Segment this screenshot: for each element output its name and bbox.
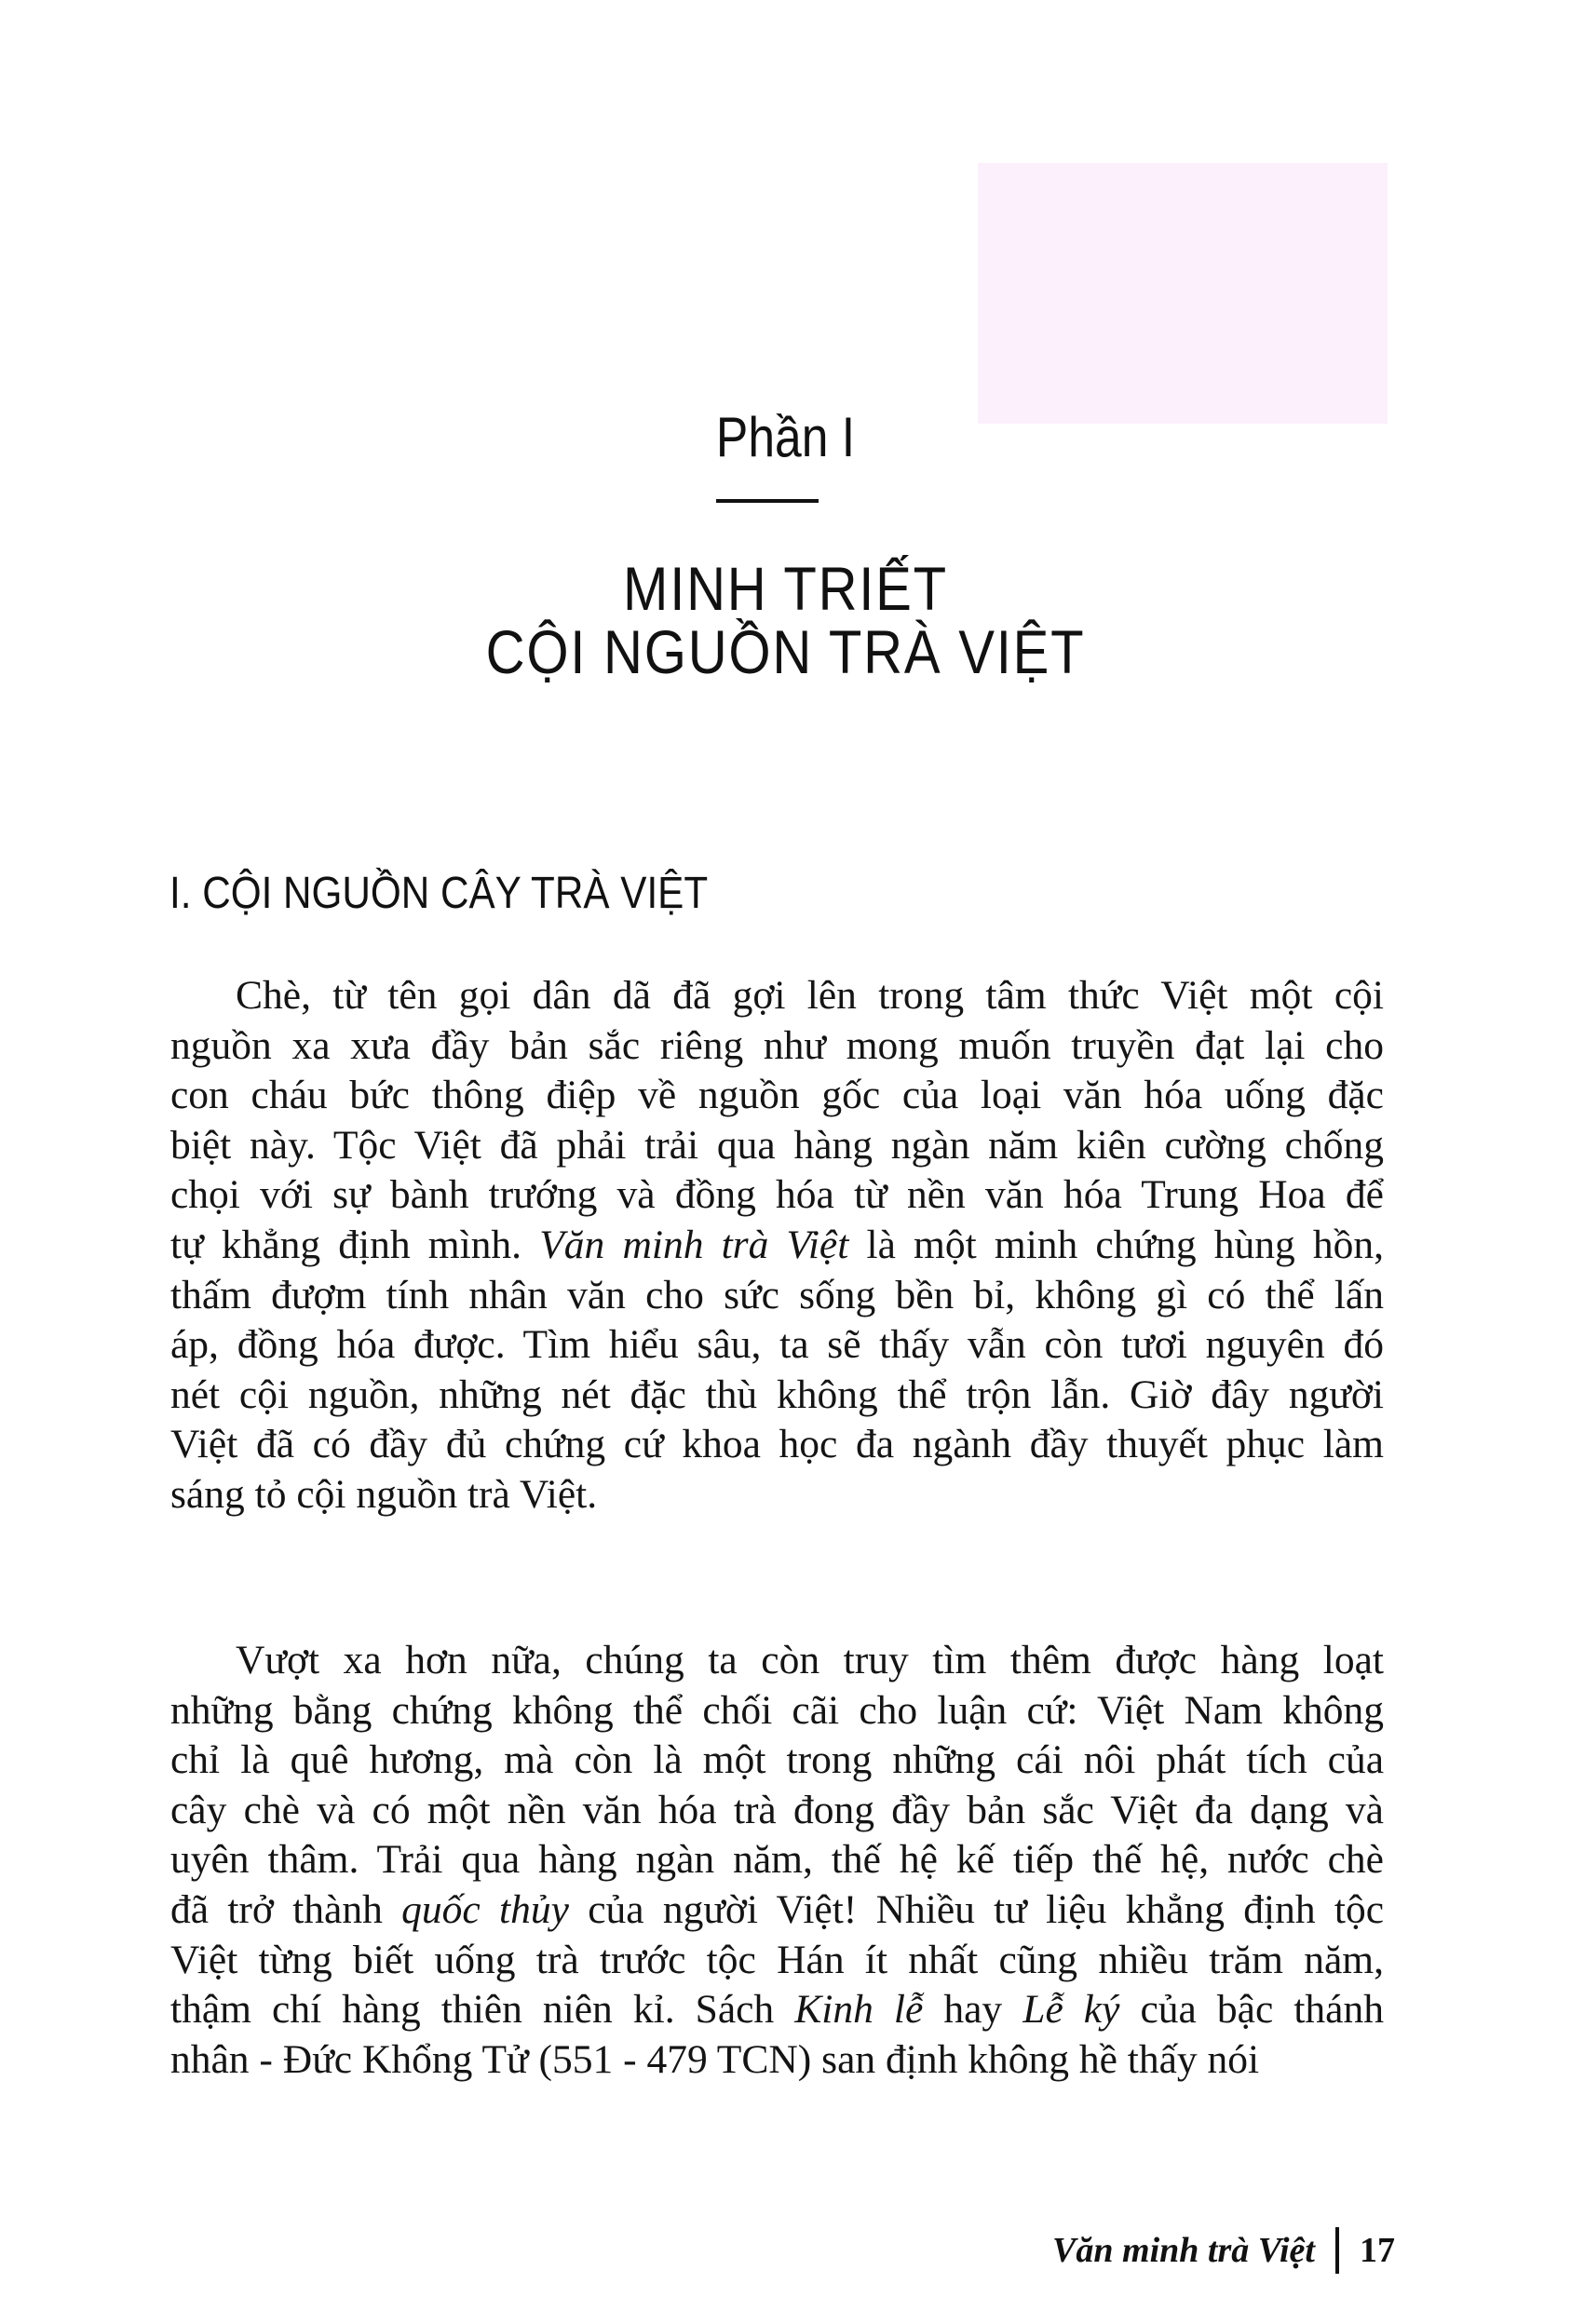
text-run: nguồn xa xưa đầy bản sắc riêng như mong muốn truyền đạt lại cho — [170, 1022, 1384, 1068]
part-title — [0, 554, 1571, 686]
text-line — [170, 2035, 1384, 2086]
italic-title: Lễ ký — [1023, 1987, 1120, 2033]
text-line — [170, 1686, 1384, 1736]
text-run: Việt từng biết uống trà trước tộc Hán ít nhất cũng nhiều trăm năm, — [170, 1937, 1384, 1982]
part-title-line-1: MINH TRIẾT — [623, 554, 948, 623]
page-number: 17 — [1360, 2231, 1395, 2270]
text-run: Việt đã có đầy đủ chứng cứ khoa học đa ngành đầy thuyết phục làm — [170, 1422, 1384, 1467]
show-through-tint — [978, 163, 1388, 424]
text-line — [170, 1320, 1384, 1371]
part-title-line-2: CỘI NGUỒN TRÀ VIỆT — [485, 617, 1086, 686]
text-run: của bậc thánh — [1119, 1987, 1384, 2033]
italic-title: quốc thủy — [401, 1886, 569, 1932]
text-line — [170, 1221, 1384, 1271]
paragraph-2 — [170, 1636, 1384, 2085]
text-line — [170, 1736, 1384, 1786]
text-run: uyên thâm. Trải qua hàng ngàn năm, thế hệ kế tiếp thế hệ, nước chè — [170, 1837, 1384, 1883]
text-run: đã trở thành — [170, 1886, 402, 1932]
text-run: nét cội nguồn, những nét đặc thù không thể trộn lẫn. Giờ đây người — [170, 1371, 1384, 1417]
text-run: của người Việt! Nhiều tư liệu khẳng định tộc — [568, 1886, 1385, 1932]
text-line — [170, 1071, 1384, 1121]
text-run: hay — [923, 1987, 1023, 2033]
text-run: Chè, từ tên gọi dân dã đã gợi lên trong tâm thức Việt một cội — [236, 973, 1384, 1018]
text-line — [170, 1470, 1384, 1520]
text-run: nhân - Đức Khổng Tử (551 - 479 TCN) san định không hề thấy nói — [170, 2036, 1260, 2082]
text-line — [170, 1170, 1384, 1221]
text-line — [170, 1420, 1384, 1470]
footer-divider — [1335, 2227, 1339, 2274]
part-label: Phần I — [715, 406, 856, 468]
text-line — [170, 1885, 1384, 1936]
text-line — [170, 1835, 1384, 1885]
running-book-title: Văn minh trà Việt — [1052, 2231, 1315, 2270]
page-footer — [1052, 2227, 1395, 2274]
italic-title: Kinh lễ — [794, 1987, 924, 2033]
text-line — [170, 1021, 1384, 1072]
text-run: Vượt xa hơn nữa, chúng ta còn truy tìm thêm được hàng loạt — [236, 1638, 1384, 1682]
text-run: những bằng chứng không thể chối cãi cho luận cứ: Việt Nam không — [170, 1687, 1384, 1733]
text-run: con cháu bức thông điệp về nguồn gốc của loại văn hóa uống đặc — [170, 1073, 1384, 1118]
text-line — [170, 1985, 1384, 2035]
text-line — [170, 1636, 1384, 1686]
text-run: áp, đồng hóa được. Tìm hiểu sâu, ta sẽ thấy vẫn còn tươi nguyên đó — [170, 1322, 1384, 1368]
text-run: cây chè và có một nền văn hóa trà đong đầy bản sắc Việt đa dạng và — [170, 1787, 1384, 1832]
text-line — [170, 971, 1384, 1021]
text-line — [170, 1121, 1384, 1171]
text-run: thậm chí hàng thiên niên kỉ. Sách — [170, 1987, 795, 2033]
text-run: là một minh chứng hùng hồn, — [848, 1222, 1384, 1267]
text-run: biệt này. Tộc Việt đã phải trải qua hàng ngàn năm kiên cường chống — [170, 1122, 1384, 1168]
text-line — [170, 1786, 1384, 1836]
paragraph-1 — [170, 971, 1384, 1520]
text-line — [170, 1271, 1384, 1321]
text-line — [170, 1936, 1384, 1986]
text-run: chọi với sự bành trướng và đồng hóa từ nền văn hóa Trung Hoa để — [170, 1172, 1384, 1218]
text-run: thấm đượm tính nhân văn cho sức sống bền bỉ, không gì có thể lấn — [170, 1272, 1384, 1317]
part-underline-divider — [716, 499, 819, 503]
text-line — [170, 1371, 1384, 1421]
italic-title: Văn minh trà Việt — [539, 1222, 849, 1267]
text-run: sáng tỏ cội nguồn trà Việt. — [170, 1471, 598, 1517]
text-run: chỉ là quê hương, mà còn là một trong những cái nôi phát tích của — [170, 1737, 1384, 1783]
text-run: tự khẳng định mình. — [170, 1222, 540, 1267]
section-heading: I. CỘI NGUỒN CÂY TRÀ VIỆT — [169, 869, 709, 918]
